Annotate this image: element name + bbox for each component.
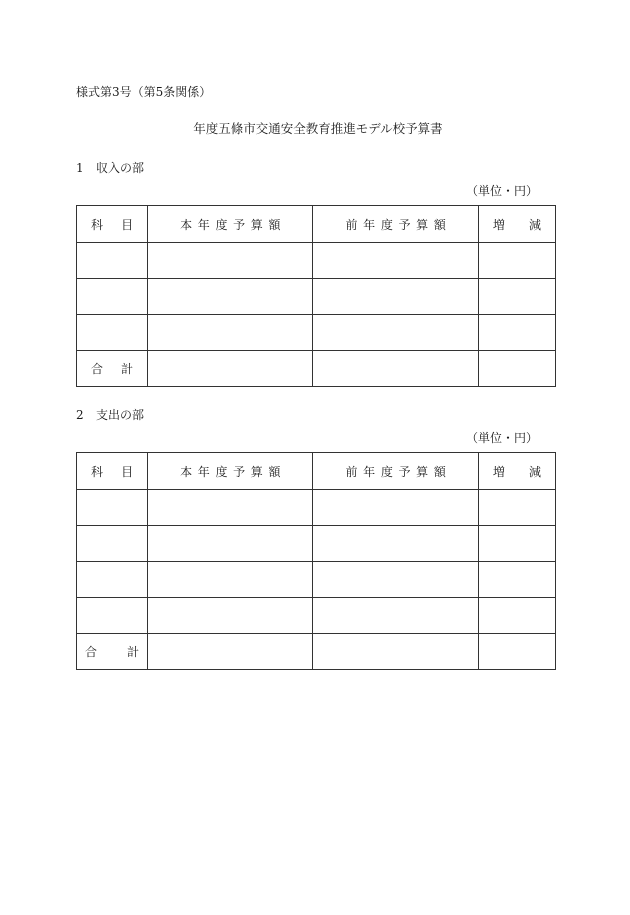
expense-section-number: 2 — [76, 408, 84, 422]
income-cell-diff[interactable] — [478, 315, 555, 351]
expense-cell-item[interactable] — [77, 490, 148, 526]
income-section-heading — [76, 160, 144, 176]
expense-header-diff: 増減 — [478, 453, 555, 490]
expense-section-title: 支出の部 — [96, 408, 145, 422]
income-cell-current[interactable] — [148, 315, 313, 351]
income-cell-diff[interactable] — [478, 279, 555, 315]
income-header-diff: 増減 — [478, 206, 555, 243]
expense-header-current: 本年度予算額 — [148, 453, 313, 490]
expense-cell-item[interactable] — [77, 562, 148, 598]
form-number: 様式第3号（第5条関係） — [76, 85, 212, 99]
expense-cell-current[interactable] — [148, 562, 313, 598]
expense-cell-previous[interactable] — [313, 562, 478, 598]
income-total-previous[interactable] — [313, 351, 478, 387]
income-section-number: 1 — [76, 161, 84, 175]
income-section-title: 収入の部 — [96, 161, 145, 175]
income-cell-item[interactable] — [77, 243, 148, 279]
income-header-current: 本年度予算額 — [148, 206, 313, 243]
expense-total-diff[interactable] — [478, 634, 555, 670]
income-table — [76, 205, 556, 387]
expense-total-row — [77, 634, 556, 670]
expense-row — [77, 490, 556, 526]
expense-row — [77, 598, 556, 634]
expense-table — [76, 452, 556, 670]
expense-header-item: 科目 — [77, 453, 148, 490]
expense-cell-previous[interactable] — [313, 490, 478, 526]
expense-row — [77, 526, 556, 562]
expense-cell-diff[interactable] — [478, 490, 555, 526]
expense-total-current[interactable] — [148, 634, 313, 670]
expense-cell-item[interactable] — [77, 598, 148, 634]
expense-cell-diff[interactable] — [478, 526, 555, 562]
expense-header-previous: 前年度予算額 — [313, 453, 478, 490]
expense-header-row — [77, 453, 556, 490]
expense-total-previous[interactable] — [313, 634, 478, 670]
income-cell-current[interactable] — [148, 243, 313, 279]
income-total-row — [77, 351, 556, 387]
income-header-previous: 前年度予算額 — [313, 206, 478, 243]
income-row — [77, 315, 556, 351]
income-unit-note: （単位・円） — [465, 184, 538, 198]
income-cell-current[interactable] — [148, 279, 313, 315]
income-row — [77, 279, 556, 315]
document-title: 年度五條市交通安全教育推進モデル校予算書 — [193, 121, 443, 136]
expense-cell-diff[interactable] — [478, 598, 555, 634]
expense-cell-diff[interactable] — [478, 562, 555, 598]
income-header-row — [77, 206, 556, 243]
income-cell-diff[interactable] — [478, 243, 555, 279]
income-cell-item[interactable] — [77, 315, 148, 351]
income-cell-previous[interactable] — [313, 315, 478, 351]
income-header-item: 科目 — [77, 206, 148, 243]
income-total-current[interactable] — [148, 351, 313, 387]
expense-unit-note: （単位・円） — [465, 431, 538, 445]
income-row — [77, 243, 556, 279]
income-cell-previous[interactable] — [313, 279, 478, 315]
income-total-diff[interactable] — [478, 351, 555, 387]
expense-cell-current[interactable] — [148, 526, 313, 562]
expense-cell-previous[interactable] — [313, 598, 478, 634]
income-cell-item[interactable] — [77, 279, 148, 315]
expense-cell-previous[interactable] — [313, 526, 478, 562]
expense-total-label: 合計 — [77, 634, 148, 670]
expense-cell-current[interactable] — [148, 490, 313, 526]
income-cell-previous[interactable] — [313, 243, 478, 279]
expense-cell-item[interactable] — [77, 526, 148, 562]
expense-row — [77, 562, 556, 598]
expense-cell-current[interactable] — [148, 598, 313, 634]
expense-section-heading — [76, 407, 144, 423]
income-total-label: 合計 — [77, 351, 148, 387]
